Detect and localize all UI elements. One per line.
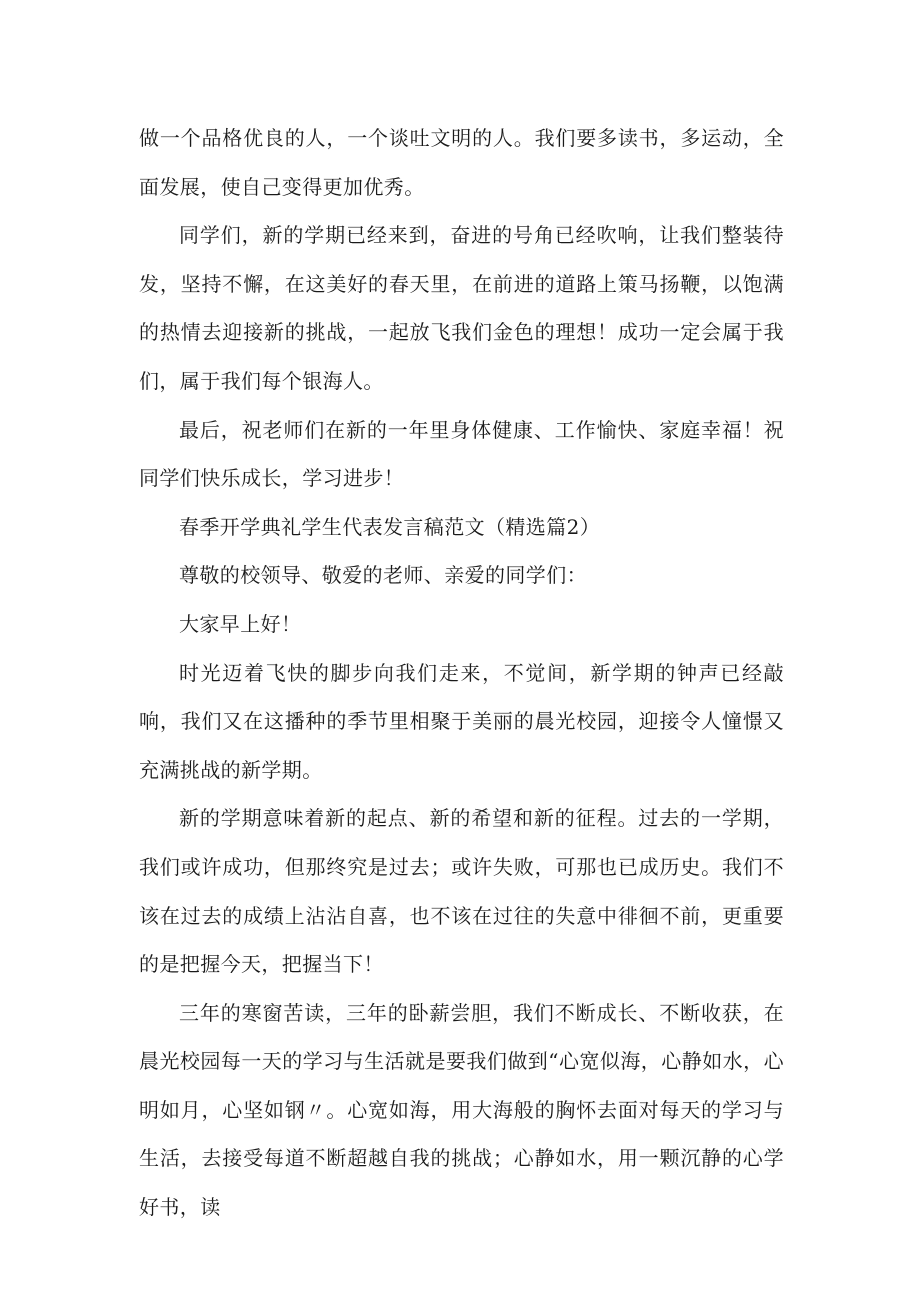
salutation: 尊敬的校领导、敬爱的老师、亲爱的同学们： bbox=[179, 563, 587, 588]
paragraph-2: 同学们，新的学期已经来到，奋进的号角已经吹响，让我们整装待发，坚持不懈，在这美好的春天里，在前进的道路上策马扬鞭，以饱满的热情去迎接新的挑战，一起放飞我们金色的理想！成功一定会属于我们，属于我们每个银海人。 bbox=[139, 223, 784, 393]
section-heading: 春季开学典礼学生代表发言稿范文（精选篇2） bbox=[179, 514, 601, 539]
paragraph-1: 做一个品格优良的人，一个谈吐文明的人。我们要多读书，多运动，全面发展，使自己变得更加优秀。 bbox=[139, 126, 784, 199]
document-body bbox=[139, 114, 784, 1232]
paragraph-9: 三年的寒窗苦读，三年的卧薪尝胆，我们不断成长、不断收获，在晨光校园每一天的学习与生活就是要我们做到“心宽似海，心静如水，心明如月，心坚如钢〃。心宽如海，用大海般的胸怀去面对每天的学习与生活，去接受每道不断超越自我的挑战；心静如水，用一颗沉静的心学好书，读 bbox=[139, 1000, 784, 1220]
paragraph-3: 最后，祝老师们在新的一年里身体健康、工作愉快、家庭幸福！祝同学们快乐成长，学习进步！ bbox=[139, 417, 784, 491]
greeting: 大家早上好！ bbox=[179, 611, 302, 636]
paragraph-8: 新的学期意味着新的起点、新的希望和新的征程。过去的一学期，我们或许成功，但那终究是过去；或许失败，可那也已成历史。我们不该在过去的成绩上沾沾自喜，也不该在过往的失意中徘徊不前，更重要的是把握今天，把握当下！ bbox=[139, 806, 784, 977]
paragraph-7: 时光迈着飞快的脚步向我们走来，不觉间，新学期的钟声已经敲响，我们又在这播种的季节里相聚于美丽的晨光校园，迎接令人憧憬又充满挑战的新学期。 bbox=[139, 660, 784, 782]
